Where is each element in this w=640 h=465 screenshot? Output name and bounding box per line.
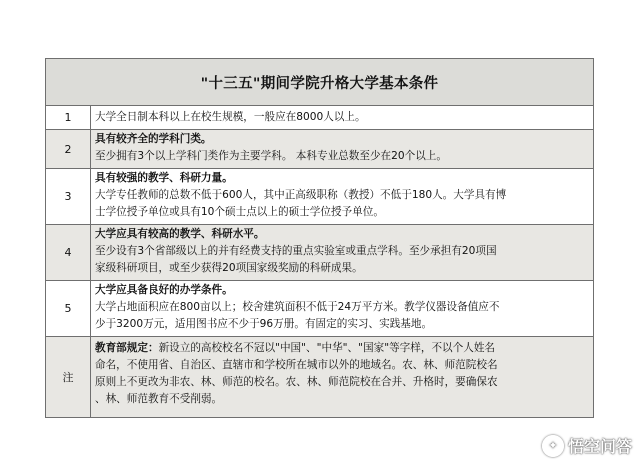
table-row [46,169,593,225]
row-line: 少于3200万元，适用图书应不少于96万册。有固定的实习、实践基地。 [95,318,433,330]
table-row [46,225,593,281]
row-line: 大学占地面积应在800亩以上；校舍建筑面积不低于24万平方米。教学仪器设备值应不 [95,301,500,313]
table-row [46,281,593,337]
row-line: 士学位授予单位或具有10个硕士点以上的硕士学位授予单位。 [95,206,384,218]
row-number: 1 [46,106,91,129]
row-content [91,337,593,417]
table-row [46,337,593,417]
row-number: 2 [46,130,91,168]
row-number: 注 [46,337,91,417]
watermark-text: 悟空问答 [567,437,632,456]
row-line: 、林、师范教育不受削弱。 [95,393,223,405]
row-line: 大学专任教师的总数不低于600人，其中正高级职称（教授）不低于180人。大学具有博 [95,189,507,201]
row-line: 至少设有3个省部级以上的并有经费支持的重点实验室或重点学科。至少承担有20项国 [95,245,497,257]
wukong-logo-icon: ✦ [542,435,564,457]
row-heading: 大学应具有较高的教学、科研水平。 [95,228,265,240]
row-content [91,169,593,224]
row-content [91,281,593,336]
watermark [542,434,632,457]
row-line: 家级科研项目，或至少获得20项国家级奖励的科研成果。 [95,262,363,274]
table-title: "十三五"期间学院升格大学基本条件 [200,75,439,92]
conditions-table [45,58,594,418]
row-number: 3 [46,169,91,224]
row-line: 原则上不更改为非农、林、师范的校名。农、林、师范院校在合并、升格时，要确保农 [95,376,498,388]
row-heading: 具有较齐全的学科门类。 [95,133,212,145]
row-number: 4 [46,225,91,280]
row-heading: 具有较强的教学、科研力量。 [95,172,233,184]
row-line: 命名，不使用省、自治区、直辖市和学校所在城市以外的地域名。农、林、师范院校名 [95,359,498,371]
row-line-text: 新设立的高校校名不冠以"中国"、"中华"、"国家"等字样，不以个人姓名 [158,342,496,354]
row-heading: 教育部规定： [95,342,159,354]
row-line: 大学全日制本科以上在校生规模，一般应在8000人以上。 [95,111,366,123]
row-content [91,225,593,280]
row-line [95,340,589,357]
table-row [46,130,593,169]
row-heading: 大学应具备良好的办学条件。 [95,284,233,296]
row-content [91,130,593,168]
table-title-row [46,59,593,106]
row-line: 至少拥有3个以上学科门类作为主要学科。 本科专业总数至少在20个以上。 [95,150,447,162]
row-content [91,106,593,129]
row-number: 5 [46,281,91,336]
table-row [46,106,593,130]
